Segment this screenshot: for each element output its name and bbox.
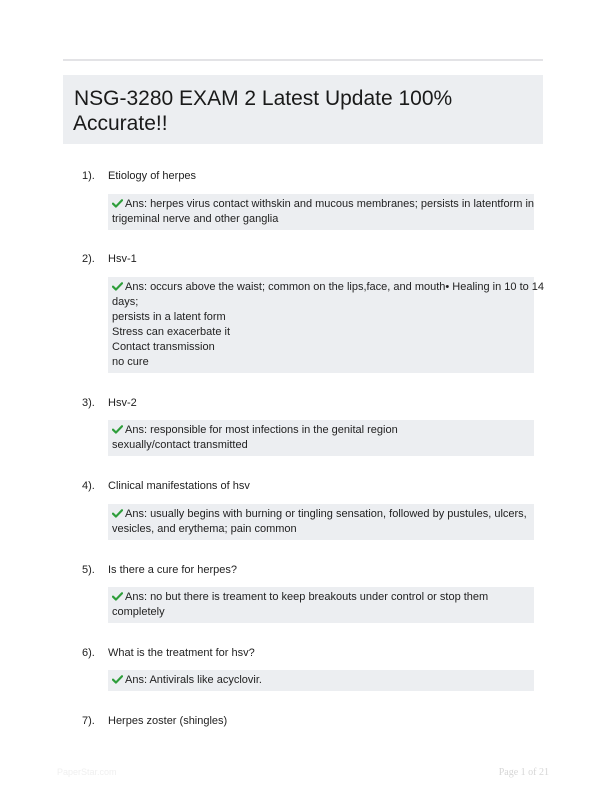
answer-line: Stress can exacerbate it xyxy=(112,326,231,338)
title-line-1: NSG-3280 EXAM 2 Latest Update 100% xyxy=(74,87,453,110)
title-banner xyxy=(63,75,543,144)
answer-line xyxy=(112,280,545,295)
checkmark-icon xyxy=(112,199,123,208)
answer-text: Ans: occurs above the waist; common on the lips,face, and mouth• Healing in 10 to 14 xyxy=(125,281,545,293)
question-text: Clinical manifestations of hsv xyxy=(108,480,250,492)
answer-line xyxy=(112,197,535,212)
answer-box xyxy=(108,670,534,691)
answer-line: trigeminal nerve and other ganglia xyxy=(112,213,279,225)
question-text: What is the treatment for hsv? xyxy=(108,647,255,659)
answer-line: persists in a latent form xyxy=(112,311,226,323)
answer-text: Ans: no but there is treament to keep breakouts under control or stop them xyxy=(125,591,489,603)
answer-line: days; xyxy=(112,296,139,308)
answer-box xyxy=(108,277,545,373)
answer-line: vesicles, and erythema; pain common xyxy=(112,523,297,535)
checkmark-icon xyxy=(112,282,123,291)
title-line-2: Accurate!! xyxy=(73,112,168,135)
answer-text: Ans: responsible for most infections in the genital region xyxy=(125,424,398,436)
answer-text: Ans: usually begins with burning or tingling sensation, followed by pustules, ulcers, xyxy=(125,508,527,520)
question-text: Hsv-2 xyxy=(108,397,137,409)
answer-line: sexually/contact transmitted xyxy=(112,439,248,451)
answer-line xyxy=(112,423,530,438)
answer-box xyxy=(108,194,534,230)
question-text: Is there a cure for herpes? xyxy=(108,564,238,576)
answer-line: completely xyxy=(112,606,165,618)
checkmark-icon xyxy=(112,509,123,518)
top-divider xyxy=(63,59,543,61)
question-number: 6). xyxy=(82,647,95,659)
question-number: 4). xyxy=(82,480,95,492)
question-number: 2). xyxy=(82,253,95,265)
document-title xyxy=(73,86,533,136)
question-number: 1). xyxy=(82,170,95,182)
answer-box xyxy=(108,587,534,623)
question-text: Hsv-1 xyxy=(108,253,137,265)
answer-line: no cure xyxy=(112,356,149,368)
checkmark-icon xyxy=(112,592,123,601)
question-number: 7). xyxy=(82,715,95,727)
checkmark-icon xyxy=(112,675,123,684)
answer-text: Ans: Antivirals like acyclovir. xyxy=(125,674,262,686)
footer-watermark: PaperStar.com xyxy=(57,767,117,777)
question-number: 3). xyxy=(82,397,95,409)
page-number: Page 1 of 21 xyxy=(498,767,549,778)
answer-text: Ans: herpes virus contact withskin and mucous membranes; persists in latentform in xyxy=(125,198,535,210)
answer-box xyxy=(108,504,534,540)
answer-box xyxy=(108,420,534,456)
question-text: Herpes zoster (shingles) xyxy=(108,715,228,727)
question-number: 5). xyxy=(82,564,95,576)
checkmark-icon xyxy=(112,425,123,434)
question-text: Etiology of herpes xyxy=(108,170,197,182)
answer-line xyxy=(112,673,530,688)
answer-line xyxy=(112,590,530,605)
answer-line: Contact transmission xyxy=(112,341,215,353)
answer-line xyxy=(112,507,530,522)
